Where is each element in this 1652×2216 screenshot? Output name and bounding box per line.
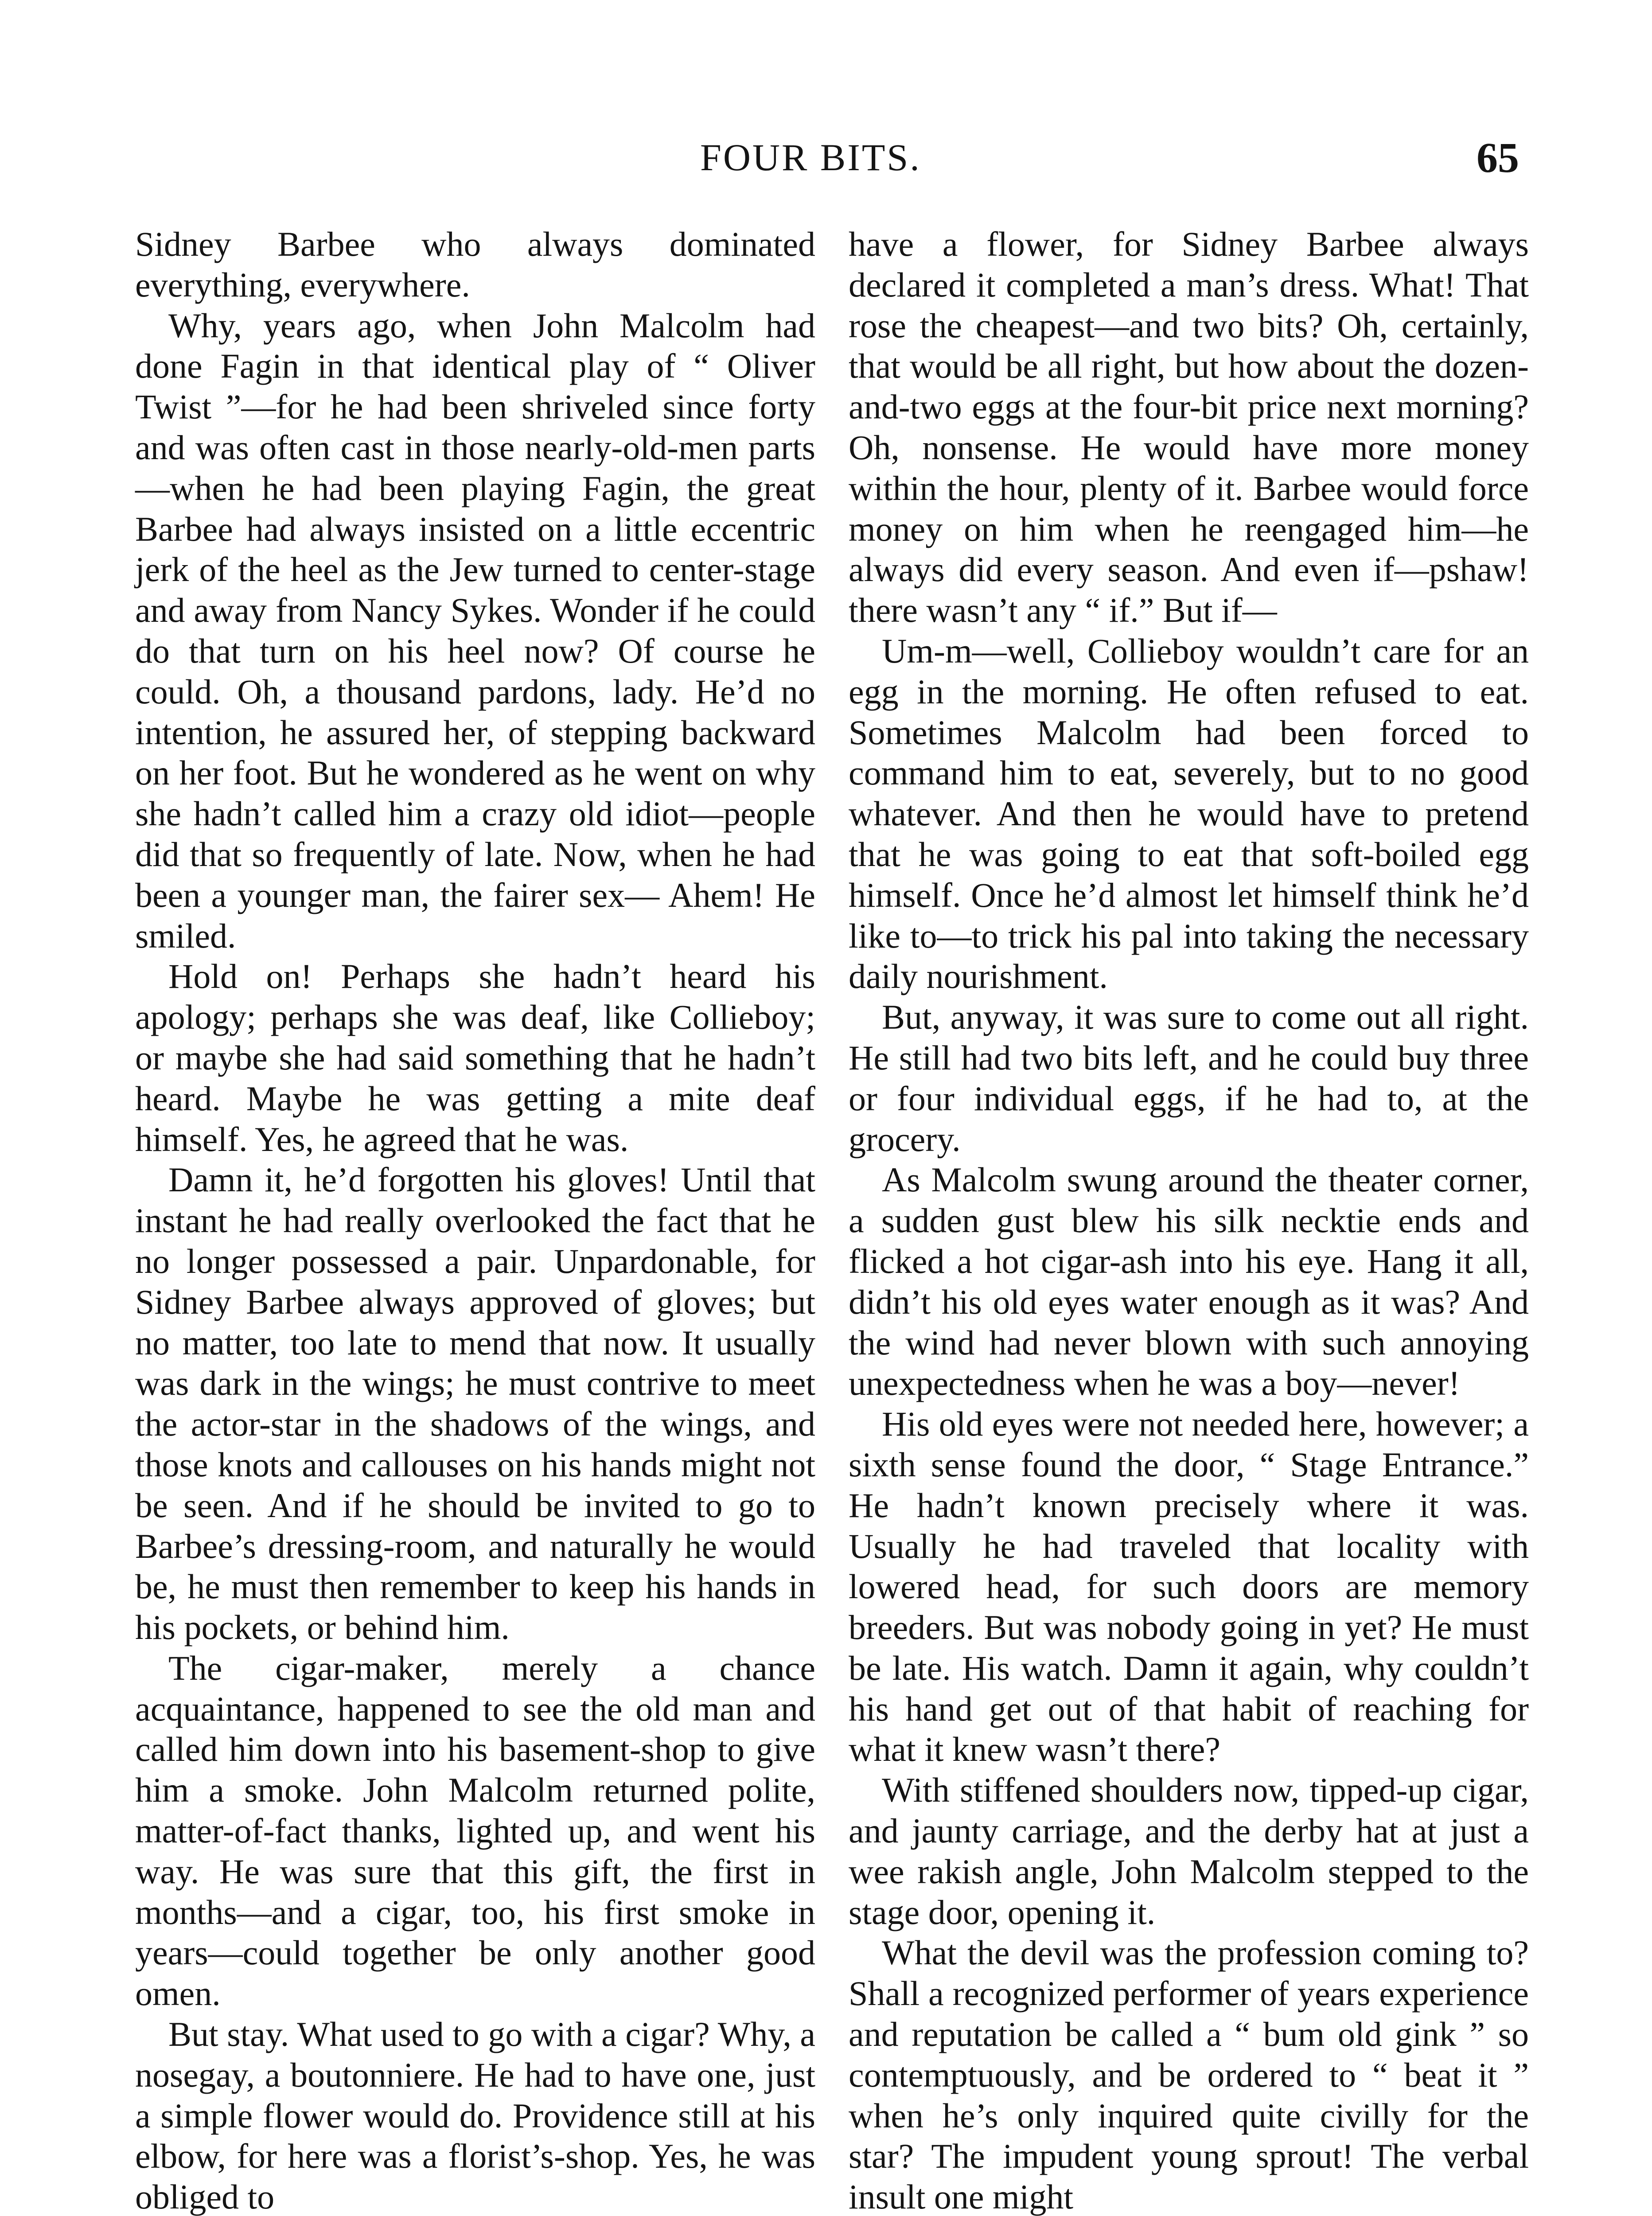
- paragraph: have a flower, for Sidney Barbee always declared it completed a man’s dress. What! That rose the cheapest—and two bits? Oh, certainly, that would be all right, but how about the dozen-and-two eggs at the four-bit price next morning? Oh, nonsense. He would have more money within the hour, plenty of it. Barbee would force money on him when he reengaged him—he always did every season. And even if—pshaw! there wasn’t any “ if.” But if—: [849, 225, 1529, 630]
- running-title: FOUR BITS.: [700, 136, 921, 179]
- page-number: 65: [1477, 134, 1519, 181]
- right-column: [849, 224, 1529, 2216]
- paragraph: But, anyway, it was sure to come out all right. He still had two bits left, and he could buy three or four individual eggs, if he had to, at the grocery.: [849, 998, 1529, 1159]
- left-column: [135, 224, 815, 2216]
- paragraph: Sidney Barbee who always dominated everything, everywhere.: [135, 225, 815, 304]
- paragraph: But stay. What used to go with a cigar? Why, a nosegay, a boutonniere. He had to have one, just a simple flower would do. Providence still at his elbow, for here was a florist’s-shop. Yes, he was obliged to: [135, 2015, 815, 2216]
- paragraph: What the devil was the profession coming to? Shall a recognized performer of years experience and reputation be called a “ bum old gink ” so contemptuously, and be ordered to “ beat it ” when he’s only inquired quite civilly for the star? The impudent young sprout! The verbal insult one might: [849, 1933, 1529, 2216]
- paragraph: The cigar-maker, merely a chance acquaintance, happened to see the old man and called him down into his basement-shop to give him a smoke. John Malcolm returned polite, matter-of-fact thanks, lighted up, and went his way. He was sure that this gift, the first in months—and a cigar, too, his first smoke in years—could together be only another good omen.: [135, 1648, 815, 2013]
- paragraph: Damn it, he’d forgotten his gloves! Until that instant he had really overlooked the fact that he no longer possessed a pair. Unpardonable, for Sidney Barbee always approved of gloves; but no matter, too late to mend that now. It usually was dark in the wings; he must contrive to meet the actor-star in the shadows of the wings, and those knots and callouses on his hands might not be seen. And if he should be invited to go to Barbee’s dressing-room, and naturally he would be, he must then remember to keep his hands in his pockets, or behind him.: [135, 1160, 815, 1647]
- paragraph: With stiffened shoulders now, tipped-up cigar, and jaunty carriage, and the derby hat at just a wee rakish angle, John Malcolm stepped to the stage door, opening it.: [849, 1771, 1529, 1931]
- paragraph: Why, years ago, when John Malcolm had done Fagin in that identical play of “ Oliver Twist ”—for he had been shriveled since forty and was often cast in those nearly-old-men parts—when he had been playing Fagin, the great Barbee had always insisted on a little eccentric jerk of the heel as the Jew turned to center-stage and away from Nancy Sykes. Wonder if he could do that turn on his heel now? Of course he could. Oh, a thousand pardons, lady. He’d no intention, he assured her, of stepping backward on her foot. But he wondered as he went on why she hadn’t called him a crazy old idiot—people did that so frequently of late. Now, when he had been a younger man, the fairer sex— Ahem! He smiled.: [135, 306, 815, 955]
- paragraph: Um-m—well, Collieboy wouldn’t care for an egg in the morning. He often refused to eat. Sometimes Malcolm had been forced to command him to eat, severely, but to no good whatever. And then he would have to pretend that he was going to eat that soft-boiled egg himself. Once he’d almost let himself think he’d like to—to trick his pal into taking the necessary daily nourishment.: [849, 631, 1529, 996]
- paragraph: Hold on! Perhaps she hadn’t heard his apology; perhaps she was deaf, like Collieboy; or maybe she had said something that he hadn’t heard. Maybe he was getting a mite deaf himself. Yes, he agreed that he was.: [135, 957, 815, 1159]
- paragraph: His old eyes were not needed here, however; a sixth sense found the door, “ Stage Entrance.” He hadn’t known precisely where it was. Usually he had traveled that locality with lowered head, for such doors are memory breeders. But was nobody going in yet? He must be late. His watch. Damn it again, why couldn’t his hand get out of that habit of reaching for what it knew wasn’t there?: [849, 1405, 1529, 1769]
- paragraph: As Malcolm swung around the theater corner, a sudden gust blew his silk necktie ends and flicked a hot cigar-ash into his eye. Hang it all, didn’t his old eyes water enough as it was? And the wind had never blown with such annoying unexpectedness when he was a boy—never!: [849, 1160, 1529, 1403]
